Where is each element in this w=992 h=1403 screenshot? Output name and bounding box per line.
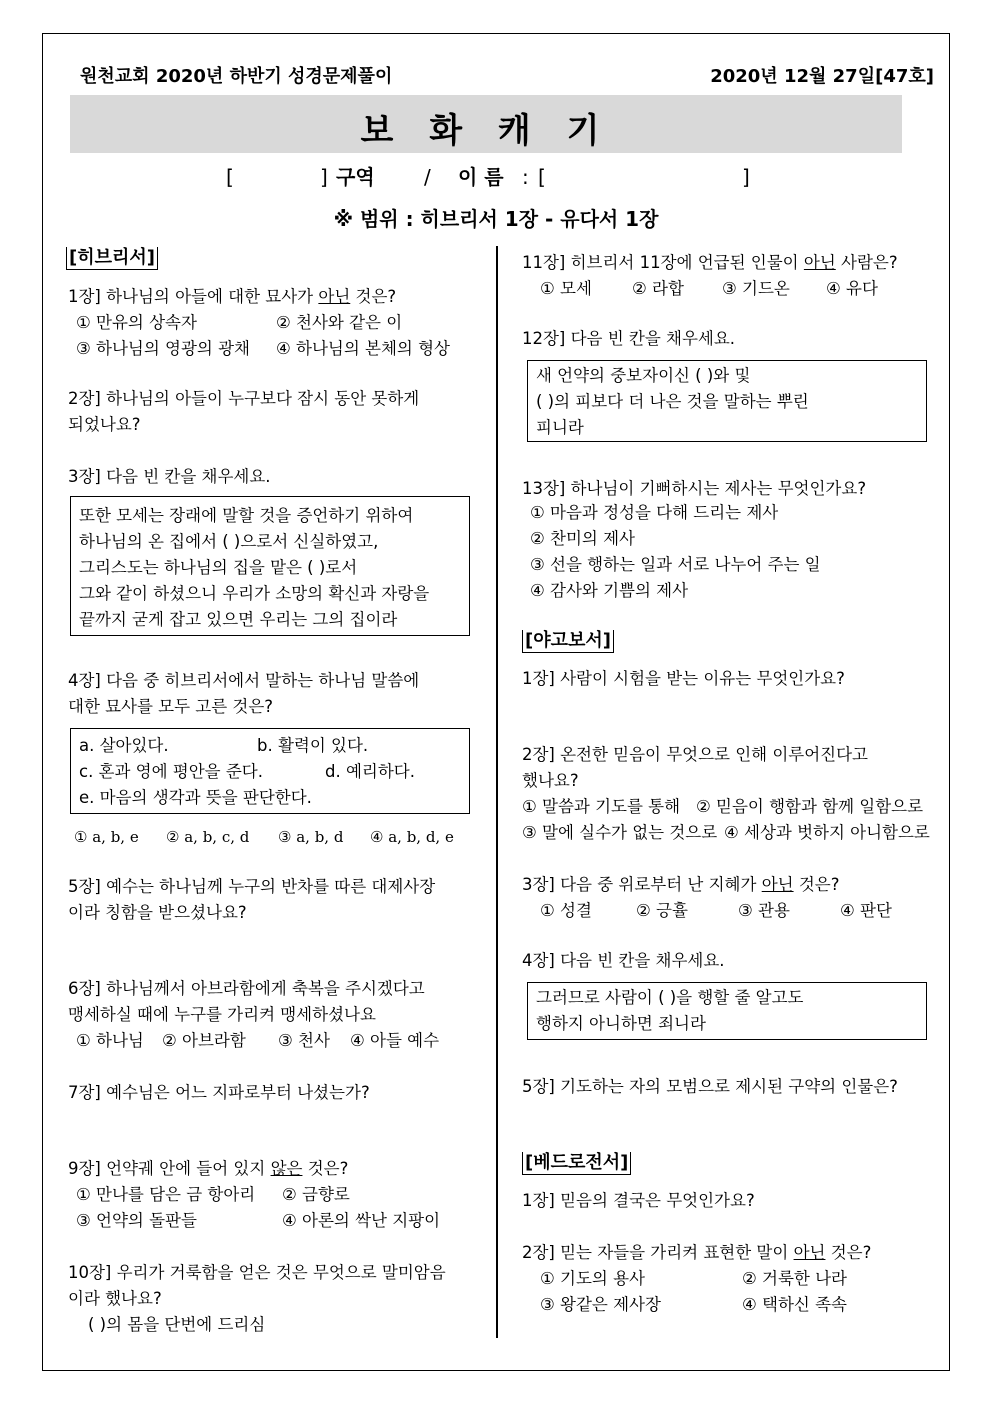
choice-b: b. 활력이 있다. [257,736,369,755]
option-heb11-2: ② 라합 [632,279,684,298]
question-heb-10-line2: 이라 했나요? [68,1289,162,1308]
option-heb13-4: ④ 감사와 기쁨의 제사 [530,581,689,600]
box-line: 끝까지 굳게 잡고 있으면 우리는 그의 집이라 [79,610,398,629]
question-jas-2: 2장] 온전한 믿음이 무엇으로 인해 이루어진다고 [522,745,869,764]
question-heb-10-line3: ( )의 몸을 단번에 드리심 [88,1315,266,1334]
option-heb11-1: ① 모세 [540,279,592,298]
question-pet-1: 1장] 믿음의 결국은 무엇인가요? [522,1191,755,1210]
section-hebrews: [히브리서] [66,247,158,270]
question-jas-5: 5장] 기도하는 자의 모범으로 제시된 구약의 인물은? [522,1077,898,1096]
option-jas2-3: ③ 말에 실수가 없는 것으로 [522,823,718,842]
question-heb-4: 4장] 다음 중 히브리서에서 말하는 하나님 말씀에 [68,671,420,690]
option-jas3-2: ② 긍휼 [636,901,688,920]
fill-blank-box-jas4 [527,982,927,1040]
option-jas2-4: ④ 세상과 벗하지 아니함으로 [724,823,930,842]
option-jas3-1: ① 성결 [540,901,592,920]
fill-blank-box-heb12 [527,360,927,442]
choice-a: a. 살아있다. [79,736,169,755]
name-input[interactable] [548,165,738,189]
option-heb11-3: ③ 기드온 [722,279,790,298]
option-pet2-4: ④ 택하신 족속 [742,1295,847,1314]
option-heb13-3: ③ 선을 행하는 일과 서로 나누어 주는 일 [530,555,821,574]
option-heb6-1: ① 하나님 [76,1031,144,1050]
question-heb-5: 5장] 예수는 하나님께 누구의 반차를 따른 대제사장 [68,877,436,896]
question-heb-6-line2: 맹세하실 때에 누구를 가리켜 맹세하셨나요 [68,1005,376,1024]
district-input[interactable] [232,165,316,189]
box-line: 새 언약의 중보자이신 ( )와 및 [536,366,751,385]
option-heb4-2: ② a, b, c, d [166,828,250,846]
section-james: [야고보서] [522,630,614,653]
option-heb9-3: ③ 언약의 돌판들 [76,1211,197,1230]
choice-d: d. 예리하다. [325,762,415,781]
option-heb1-1: ① 만유의 상속자 [76,313,197,332]
question-heb-2-line2: 되었나요? [68,415,141,434]
question-heb-4-line2: 대한 묘사를 모두 고른 것은? [68,697,274,716]
column-divider [496,246,498,1338]
district-bracket-close: ] [320,165,328,189]
option-pet2-1: ① 기도의 용사 [540,1269,645,1288]
box-line: 그와 같이 하셨으니 우리가 소망의 확신과 자랑을 [79,584,430,603]
name-label: 이 름 [458,165,504,189]
option-heb4-3: ③ a, b, d [278,828,344,846]
option-heb9-1: ① 만나를 담은 금 항아리 [76,1185,256,1204]
district-label: 구역 [336,165,375,189]
box-line: 그리스도는 하나님의 집을 맡은 ( )로서 [79,558,358,577]
header-date-issue: 2020년 12월 27일[47호] [710,66,934,87]
option-pet2-2: ② 거룩한 나라 [742,1269,847,1288]
option-heb11-4: ④ 유다 [826,279,878,298]
question-heb-1: 1장] 하나님의 아들에 대한 묘사가 아닌 것은? [68,287,397,306]
scope-range: ※ 범위 : 히브리서 1장 - 유다서 1장 [333,207,659,231]
option-heb6-2: ② 아브라함 [162,1031,246,1050]
question-heb-2: 2장] 하나님의 아들이 누구보다 잠시 동안 못하게 [68,389,420,408]
box-line: 행하지 아니하면 죄니라 [536,1014,706,1033]
box-line: 피니라 [536,418,584,437]
option-heb1-3: ③ 하나님의 영광의 광채 [76,339,250,358]
name-bracket-open: [ [538,165,546,189]
option-heb6-3: ③ 천사 [278,1031,330,1050]
option-heb9-4: ④ 아론의 싹난 지팡이 [282,1211,441,1230]
question-jas-2-line2: 했나요? [522,771,579,790]
section-1peter: [베드로전서] [522,1152,631,1175]
box-line: 하나님의 온 집에서 ( )으로서 신실하였고, [79,532,379,551]
box-line: 또한 모세는 장래에 말할 것을 증언하기 위하여 [79,506,414,525]
header-church-title: 원천교회 2020년 하반기 성경문제풀이 [80,66,393,87]
question-heb-7: 7장] 예수님은 어느 지파로부터 나셨는가? [68,1083,370,1102]
question-heb-5-line2: 이라 칭함을 받으셨나요? [68,903,247,922]
option-heb4-4: ④ a, b, d, e [370,828,454,846]
district-bracket-open: [ [226,165,234,189]
option-jas2-2: ② 믿음이 행함과 함께 일함으로 [696,797,924,816]
option-heb1-4: ④ 하나님의 본체의 형상 [276,339,450,358]
choices-box-heb4 [70,728,470,814]
title-band [70,95,902,153]
name-colon: : [522,165,529,189]
fill-blank-box-heb3 [70,496,470,636]
question-jas-3: 3장] 다음 중 위로부터 난 지혜가 아닌 것은? [522,875,840,894]
name-row-slash: / [424,165,431,189]
choice-e: e. 마음의 생각과 뜻을 판단한다. [79,788,312,807]
option-jas3-4: ④ 판단 [840,901,892,920]
option-heb4-1: ① a, b, e [74,828,139,846]
question-pet-2: 2장] 믿는 자들을 가리켜 표현한 말이 아닌 것은? [522,1243,872,1262]
name-bracket-close: ] [742,165,750,189]
option-jas2-1: ① 말씀과 기도를 통해 [522,797,681,816]
question-heb-11: 11장] 히브리서 11장에 언급된 인물이 아닌 사람은? [522,253,898,272]
question-jas-4: 4장] 다음 빈 칸을 채우세요. [522,951,725,970]
box-line: ( )의 피보다 더 나은 것을 말하는 뿌린 [536,392,809,411]
question-jas-1: 1장] 사람이 시험을 받는 이유는 무엇인가요? [522,669,845,688]
question-heb-9: 9장] 언약궤 안에 들어 있지 않은 것은? [68,1159,349,1178]
option-heb1-2: ② 천사와 같은 이 [276,313,403,332]
option-heb6-4: ④ 아들 예수 [350,1031,440,1050]
question-heb-10: 10장] 우리가 거룩함을 얻은 것은 무엇으로 말미암음 [68,1263,446,1282]
option-heb13-2: ② 찬미의 제사 [530,529,635,548]
page-title: 보 화 캐 기 [360,111,612,151]
box-line: 그러므로 사람이 ( )을 행할 줄 알고도 [536,988,804,1007]
question-heb-6: 6장] 하나님께서 아브라함에게 축복을 주시겠다고 [68,979,425,998]
question-heb-3: 3장] 다음 빈 칸을 채우세요. [68,467,271,486]
option-pet2-3: ③ 왕같은 제사장 [540,1295,661,1314]
question-heb-12: 12장] 다음 빈 칸을 채우세요. [522,329,736,348]
option-heb13-1: ① 마음과 정성을 다해 드리는 제사 [530,503,779,522]
option-heb9-2: ② 금향로 [282,1185,350,1204]
question-heb-13: 13장] 하나님이 기뻐하시는 제사는 무엇인가요? [522,479,867,498]
option-jas3-3: ③ 관용 [738,901,790,920]
choice-c: c. 혼과 영에 평안을 준다. [79,762,263,781]
